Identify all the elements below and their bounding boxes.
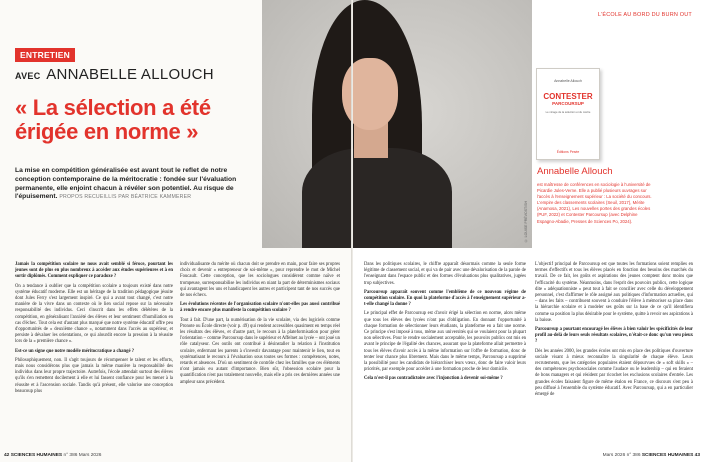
section-tag: L'ÉCOLE AU BORD DU BURN OUT [597,12,692,18]
byline-name: ANNABELLE ALLOUCH [46,66,214,83]
interview-answer: individualisante du mérite où chacun doit se prendre en main, pour faire ses propres choix et devenir « entrepreneur de soi-même », pour reprendre le mot de Michel Foucault. Cette conception, que les sociologues considèrent comme naïve et trompeuse, surresponsabilise les individus en niant la part de déterminismes sociaux qui avantagent les uns et handicapent les autres et participent tant de nos succès que de nos échecs. [180,262,340,299]
standfirst-credit: PROPOS RECUEILLIS PAR BÉATRICE KAMMERER [59,194,192,201]
book-subtitle: Le mirage de la sélection et du mérite [545,111,591,114]
book-author: Annabelle Allouch [554,79,582,83]
interview-question: Jamais la compétition scolaire ne nous avait semblé si féroce, pourtant les jeunes sont de plus en plus nombreux à accéder aux études supérieures et à en sortir diplômés. Comment expliquer ce paradoxe ? [15,262,173,280]
interview-answer: L'objectif principal de Parcoursup est que toutes les formations soient remplies en termes d'effectifs et tous les élèves placés en fonction des besoins des marchés du travail. De ce fait, les goûts et aspirations des jeunes comptent donc moins que l'efficacité du système. Néanmoins, dans l'esprit des pouvoirs publics, cette logique dite « adéquationniste » peut tout à fait se concilier avec celle du développement personnel, c'est d'affirmer le rôle assigné aux politiques d'information actuelles, qui – dans les faits – contribuent souvent à conduire l'élève à mémoriser sa place dans la hiérarchie scolaire et à modeler ses goûts sur la base de ce qu'il identifiera comme sa position la plus désirable pour le système, quitte à revoir ses aspirations à la baisse. [535,262,693,323]
interview-answer: Philosophiquement, non. Il s'agit toujours de récompenser le talent et les efforts, mais nous considérons plus que jamais la même manière la responsabilité des individus dans leur propre trajectoire. Autrefois, l'école attendait surtout des élèves qu'ils s'en remettent docilement à elle et lui fassent confiance pour les mener à la réussite et à l'ascension sociale. Tandis qu'à présent, elle valorise une conception beaucoup plus [15,357,173,394]
book-title-line2: PARCOURSUP [552,101,584,106]
right-folio [603,453,700,458]
left-page-number: 42 [4,453,10,458]
book-cover [536,68,600,160]
author-portrait-photo [262,0,532,248]
text-column-2 [180,262,340,389]
interview-question: Est-ce un signe que notre modèle méritocratique a changé ? [15,348,135,354]
left-folio [4,453,101,458]
interview-answer: On a tendance à oublier que la compétition scolaire a toujours existé dans notre système éducatif moderne. Elle est un héritage de la tradition pédagogique jésuite dont Jules Ferry s'est largement inspiré. Ce qui a avant tout changé, c'est notre manière de la vivre dans un contexte où le lien social repose sur la nécessaire responsabilité des individus. Ceci s'inscrit dans les effets délétères de la compétition, en généralisant l'anxiété des élèves et leur sentiment d'humiliation en cas d'échec. Tout cela est d'autant plus marqué que notre système éducatif offre peu d'opportunités de « deuxième chance », notamment dans l'accès au supérieur, et persiste à dévaluer les orientations, ce qui alourdit encore la pression à la réussite lors de la « première chance ». [15,283,173,345]
right-page-number: 43 [694,453,700,458]
text-column-3 [364,262,526,386]
standfirst-text: La mise en compétition généralisée est avant tout le reflet de notre conception contemporaine de la méritocratie : fondée sur l'évaluation permanente, elle enjoint chacun à révéler son potentiel. Au risque de l'épuisement. [15,167,237,201]
right-issue: Mars 2026 n° 386 [602,453,641,458]
portrait-body [302,148,452,248]
rubric-label: ENTRETIEN [15,48,75,62]
right-magazine-name: SCIENCES HUMAINES [641,453,694,458]
book-title: CONTESTER [543,92,593,101]
interview-answer: Tout à fait. D'une part, la numérisation de la vie scolaire, via des logiciels comme Pronote ou École directe (voir p. 49) qui rendent accessibles quasiment en temps réel les résultats des élèves, et d'autre part, le recours à la plateformisation pour gérer l'orientation – comme Parcoursup dans le supérieur et Affelnet au lycée – ont joué un rôle catalyseur. Ces outils ont contribué à désinstaller la relation à l'institution scolaire, enfermant les parents à s'investir davantage pour maintenir le lien, tout en systématisant le recours à l'évaluation sous toutes ses formes : compétences, notes, retards et absences. D'où un sentiment de contrôle chez les familles que ces éléments n'ont jamais eu autant d'importance. Bien sûr, l'obsession scolaire pour la quantification n'est pas totalement nouvelle, mais elle a pris ces dernières années une ampleur sans précédent. [180,317,340,385]
headline: « La sélection a été érigée en norme » [15,95,211,144]
left-issue: n° 386 Mars 2026 [63,453,102,458]
interview-question: Les évolutions récentes de l'organisation scolaire n'ont-elles pas aussi contribué à rendre encore plus manifeste la compétition scolaire ? [180,302,340,314]
interview-answer: Dans les politiques scolaires, le chiffre apparaît désormais comme la seule forme légitime de classement social, et qui va de pair avec une dévalorisation de la parole de l'enseignant dans l'espace public et des formes d'évaluations plus qualitatives, jugées trop subjectives. [364,262,526,286]
book-publisher: Éditions Pesée [556,150,580,154]
interview-answer: Le principal effet de Parcoursup est d'avoir érigé la sélection en norme, alors même que tous les élèves des lycées n'ont pas d'obligation. En donnant l'opportunité à chaque formation de sélectionner leurs étudiants, la plateforme en a fait une norme. Ce principe s'est imposé à tous, même aux universités qui se voulaient pour la plupart non sélectives. Pour le rendre socialement acceptable, les pouvoirs publics ont mis en avant le principe de l'égalité des chances, assurant que la plateforme allait permettre à tous les élèves d'avoir accès à la même information sur l'offre de formation, donc de tenter leur chance plus librement. Mais dans le même temps, Parcoursup a supprimé la possibilité pour les candidats de hiérarchiser leurs vœux, donc de faire valoir leurs priorités, par exemple pour accéder à une formation proche de leur domicile. [364,311,526,373]
interview-question: Parcoursup a pourtant encouragé les élèves à bien valoir les spécificités de leur profil au-delà de leurs seuls résultats scolaires, n'était-ce donc qu'un vœu pieux ? [535,327,693,345]
photo-credit: © LOUISE PRÉVOST/SH [524,200,528,242]
left-magazine-name: SCIENCES HUMAINES [10,453,63,458]
text-column-4 [535,262,693,401]
interview-question: Cela n'est-il pas contradictoire avec l'injonction à devenir soi-même ? [364,376,503,382]
interview-answer: Dès les années 2000, les grandes écoles ont mis en place des politiques d'ouverture sociale visant à mieux reconnaître la singularité de chaque élève. Leurs recrutements, que les catégories populaires étaient dépourvues de « soft skills » – des compétences psychosociales comme l'audace ou le leadership – qui en feraient de bons managers et qui résident par ricochet les exclusions scolaires d'entrée. Les grandes écoles faisaient figure de même étalon en France, ce discours s'est peu à peu diffusé à l'ensemble du système éducatif. Avec Parcoursup, qui a en particulier émergé de [535,348,693,398]
author-box-name: Annabelle Allouch [537,166,613,177]
page-gutter [351,0,353,462]
standfirst [15,167,243,202]
byline-prefix: AVEC [15,71,41,81]
byline [15,66,214,83]
author-box-bio: est maîtresse de conférences en sociologie à l'université de Picardie Jules-Verne. Elle a publié plusieurs ouvrages sur l'accès à l'enseignement supérieur : La société du concours. L'empire des classements scolaires (Seuil, 2017), Mérite (Anamosa, 2021), Les nouvelles portes des grandes écoles (PUF, 2022) et Contester Parcoursup (avec Delphine Espagno-Abadie, Presses de Sciences Po, 2024). [537,182,652,224]
interview-question: Parcoursup apparaît souvent comme l'emblème de ce nouveau régime de compétition scolaire. En quoi la plateforme d'accès à l'enseignement supérieur a-t-elle changé la donne ? [364,289,526,308]
text-column-1 [15,262,173,398]
